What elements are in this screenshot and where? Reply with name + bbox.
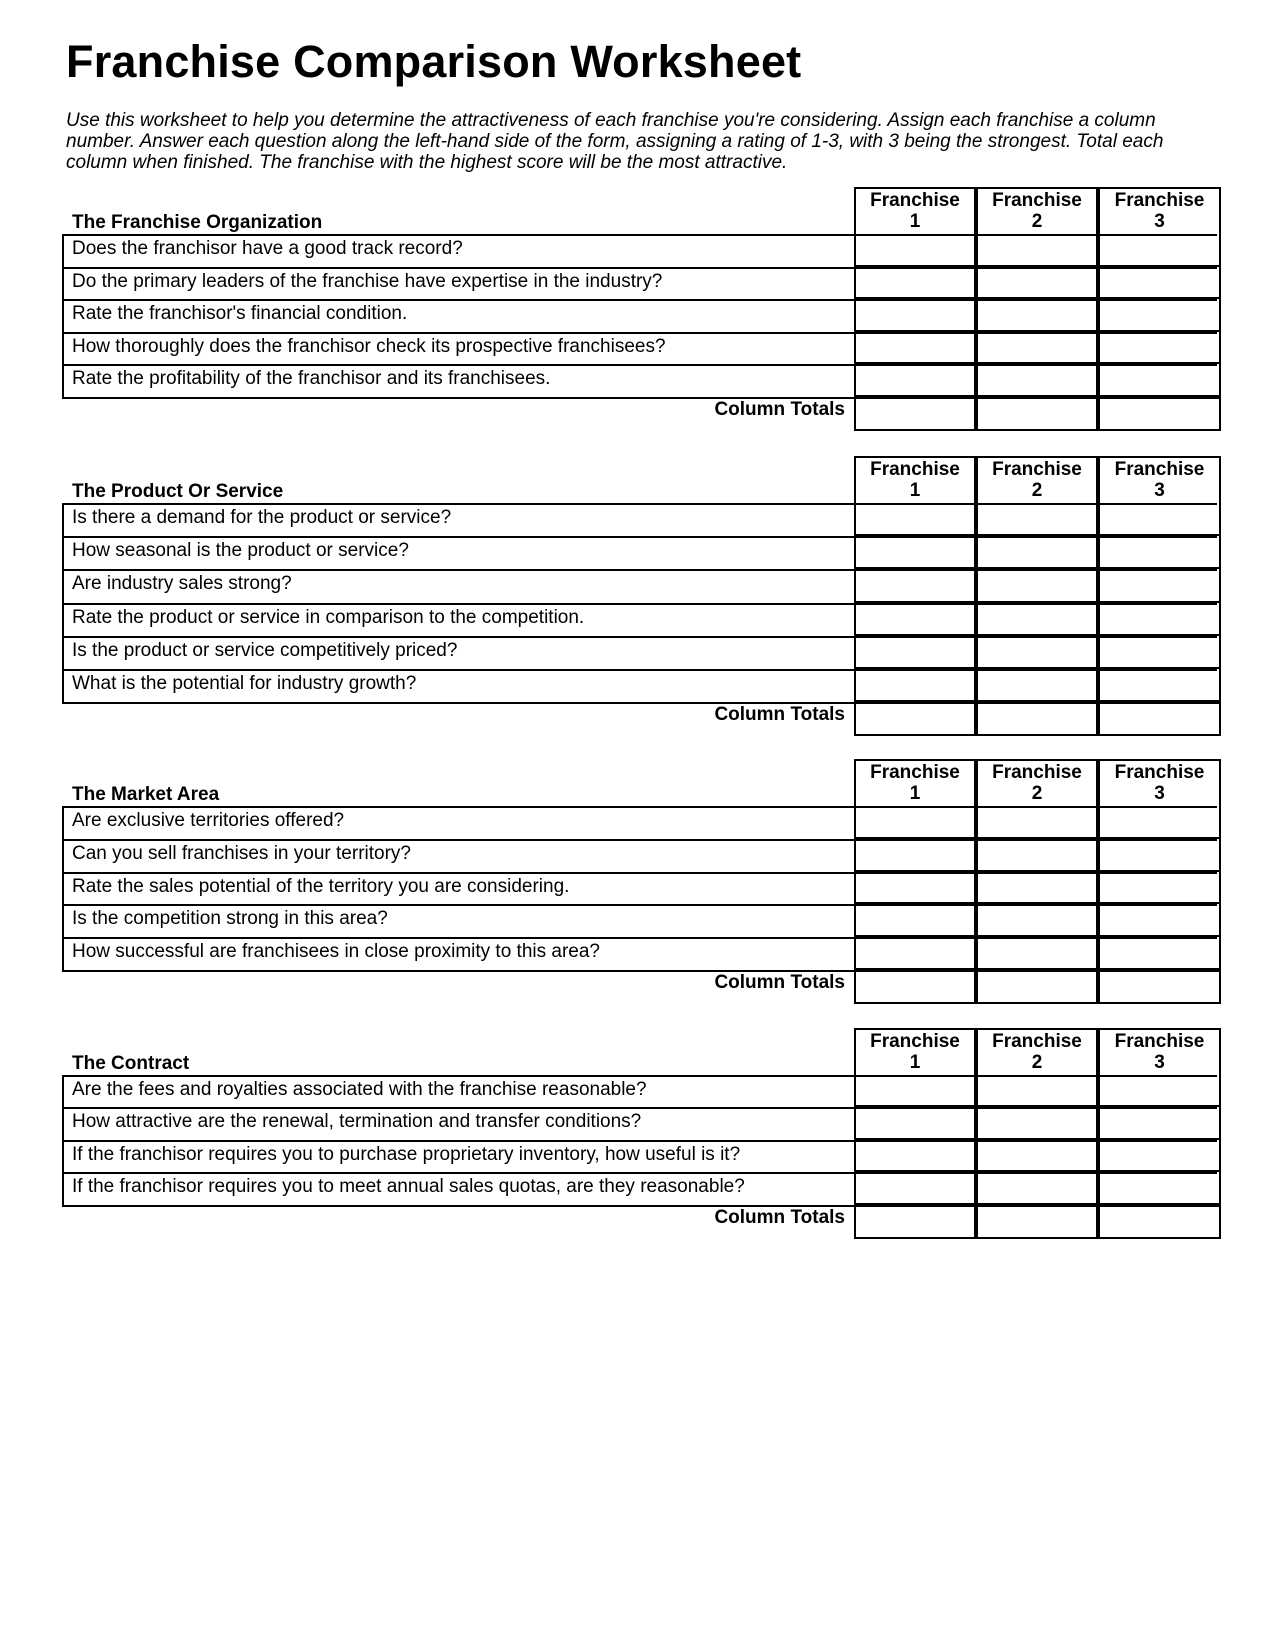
section-header-row <box>62 456 1217 503</box>
rating-cell[interactable] <box>854 1107 976 1139</box>
rating-cell[interactable] <box>1098 1172 1221 1204</box>
rating-cell[interactable] <box>854 569 976 602</box>
column-header-label: Franchise <box>870 1031 960 1052</box>
row-left-border <box>62 638 64 671</box>
column-header-number: 1 <box>909 783 921 804</box>
question-row <box>62 906 1217 939</box>
column-header-number: 2 <box>1031 211 1043 232</box>
question-rows <box>62 1075 1217 1207</box>
question-text: Does the franchisor have a good track record? <box>72 238 463 259</box>
column-totals-row <box>62 1207 1217 1239</box>
question-row <box>62 1109 1217 1141</box>
question-text: Rate the franchisor's financial condition. <box>72 303 408 325</box>
franchise-column-header <box>1098 456 1221 503</box>
question-text: How attractive are the renewal, termination and transfer conditions? <box>72 1111 642 1133</box>
franchise-column-header <box>854 1028 976 1075</box>
column-header-label: Franchise <box>870 762 960 783</box>
rating-cell[interactable] <box>1098 536 1221 569</box>
question-text: How successful are franchisees in close proximity to this area? <box>72 941 601 963</box>
question-text: How thoroughly does the franchisor check its prospective franchisees? <box>72 335 666 357</box>
rating-cell[interactable] <box>854 669 976 702</box>
question-row <box>62 605 1217 638</box>
rating-cell[interactable] <box>976 234 1098 267</box>
row-left-border <box>62 1142 64 1174</box>
rating-cell[interactable] <box>1098 806 1221 839</box>
section-header-row <box>62 1028 1217 1075</box>
question-text: Is there a demand for the product or service? <box>72 507 452 528</box>
question-row <box>62 505 1217 538</box>
total-cell[interactable] <box>854 970 976 1004</box>
question-text: Are the fees and royalties associated with the franchise reasonable? <box>72 1079 647 1100</box>
rating-cell[interactable] <box>854 503 976 536</box>
rating-cell[interactable] <box>1098 299 1221 332</box>
total-cell[interactable] <box>1098 702 1221 736</box>
rating-cell[interactable] <box>976 904 1098 937</box>
column-totals-row <box>62 399 1217 431</box>
question-row <box>62 301 1217 334</box>
rating-cell[interactable] <box>976 569 1098 602</box>
total-cell[interactable] <box>976 397 1098 431</box>
rating-cell[interactable] <box>976 636 1098 669</box>
rating-cell[interactable] <box>854 332 976 365</box>
franchise-column-header <box>1098 187 1221 234</box>
franchise-column-header <box>1098 759 1221 806</box>
rating-cell[interactable] <box>1098 1140 1221 1172</box>
row-left-border <box>62 334 64 367</box>
row-left-border <box>62 301 64 334</box>
rating-cell[interactable] <box>854 267 976 300</box>
column-header-number: 3 <box>1154 211 1165 232</box>
question-text: How seasonal is the product or service? <box>72 540 409 562</box>
total-cell[interactable] <box>854 1205 976 1239</box>
row-left-border <box>62 366 64 399</box>
question-rows <box>62 503 1217 704</box>
total-cell[interactable] <box>976 702 1098 736</box>
rating-cell[interactable] <box>854 937 976 970</box>
question-row <box>62 808 1217 841</box>
column-totals-row <box>62 972 1217 1004</box>
question-row <box>62 538 1217 571</box>
worksheet-section <box>62 456 1217 736</box>
total-cell[interactable] <box>854 397 976 431</box>
column-header-number: 3 <box>1154 480 1165 501</box>
rating-cell[interactable] <box>976 364 1098 397</box>
rating-cell[interactable] <box>854 299 976 332</box>
column-totals-label: Column Totals <box>714 971 845 993</box>
section-title: The Market Area <box>72 784 220 805</box>
row-left-border <box>62 1174 64 1206</box>
column-header-label: Franchise <box>992 459 1082 480</box>
question-text: Rate the product or service in comparison to the competition. <box>72 606 585 628</box>
rating-cell[interactable] <box>976 332 1098 365</box>
total-cell[interactable] <box>1098 1205 1221 1239</box>
rating-cell[interactable] <box>976 1075 1098 1107</box>
column-totals-label: Column Totals <box>714 1206 845 1228</box>
rating-cell[interactable] <box>854 872 976 905</box>
row-left-border <box>62 236 64 269</box>
column-header-number: 1 <box>909 480 921 501</box>
question-row <box>62 874 1217 907</box>
rating-cell[interactable] <box>976 299 1098 332</box>
column-totals-label: Column Totals <box>714 704 845 726</box>
total-cell[interactable] <box>976 970 1098 1004</box>
rating-cell[interactable] <box>976 669 1098 702</box>
question-text: If the franchisor requires you to meet annual sales quotas, are they reasonable? <box>72 1176 745 1198</box>
column-header-number: 3 <box>1154 783 1165 804</box>
question-rows <box>62 806 1217 972</box>
rating-cell[interactable] <box>1098 234 1221 267</box>
page-title: Franchise Comparison Worksheet <box>66 36 802 87</box>
question-text: Are industry sales strong? <box>72 573 292 595</box>
rating-cell[interactable] <box>854 806 976 839</box>
rating-cell[interactable] <box>854 364 976 397</box>
row-left-border <box>62 808 64 841</box>
rating-cell[interactable] <box>1098 332 1221 365</box>
question-text: If the franchisor requires you to purchase proprietary inventory, how useful is it? <box>72 1143 741 1165</box>
worksheet-section <box>62 759 1217 1004</box>
rating-cell[interactable] <box>854 636 976 669</box>
rating-cell[interactable] <box>1098 636 1221 669</box>
row-left-border <box>62 571 64 604</box>
row-left-border <box>62 874 64 907</box>
column-header-label: Franchise <box>1114 190 1205 211</box>
row-left-border <box>62 671 64 704</box>
question-row <box>62 334 1217 367</box>
question-text: Rate the sales potential of the territory you are considering. <box>72 875 570 897</box>
rating-cell[interactable] <box>1098 364 1221 397</box>
franchise-column-header <box>1098 1028 1221 1075</box>
rating-cell[interactable] <box>1098 937 1221 970</box>
row-left-border <box>62 1109 64 1141</box>
intro-paragraph: Use this worksheet to help you determine the attractiveness of each franchise you're considering. Assign each franchise a column number. Answer each question along the left-hand side of the form, assigning a rating of 1-3, with 3 being the strongest. Total each column when finished. The franchise with the highest score will be the most attractive. <box>66 110 1164 173</box>
rating-cell[interactable] <box>854 1075 976 1107</box>
rating-cell[interactable] <box>854 536 976 569</box>
question-row <box>62 269 1217 302</box>
rating-cell[interactable] <box>1098 1075 1221 1107</box>
question-row <box>62 939 1217 972</box>
column-header-label: Franchise <box>1114 1031 1205 1052</box>
franchise-column-header <box>976 759 1098 806</box>
rating-cell[interactable] <box>976 1140 1098 1172</box>
column-header-number: 3 <box>1154 1052 1165 1073</box>
column-header-number: 2 <box>1031 1052 1043 1073</box>
question-rows <box>62 234 1217 399</box>
rating-cell[interactable] <box>976 1172 1098 1204</box>
rating-cell[interactable] <box>854 234 976 267</box>
rating-cell[interactable] <box>854 1172 976 1204</box>
rating-cell[interactable] <box>854 904 976 937</box>
question-text: Rate the profitability of the franchisor and its franchisees. <box>72 368 551 390</box>
column-header-number: 2 <box>1031 783 1043 804</box>
rating-cell[interactable] <box>1098 839 1221 872</box>
question-row <box>62 1142 1217 1174</box>
question-text: What is the potential for industry growth? <box>72 672 417 694</box>
rating-cell[interactable] <box>854 603 976 636</box>
column-header-label: Franchise <box>870 459 960 480</box>
question-row <box>62 638 1217 671</box>
question-row <box>62 571 1217 604</box>
section-title: The Franchise Organization <box>72 212 323 233</box>
rating-cell[interactable] <box>1098 603 1221 636</box>
question-text: Are exclusive territories offered? <box>72 810 345 831</box>
total-cell[interactable] <box>1098 970 1221 1004</box>
rating-cell[interactable] <box>1098 904 1221 937</box>
column-header-label: Franchise <box>1114 459 1205 480</box>
column-header-label: Franchise <box>992 762 1082 783</box>
rating-cell[interactable] <box>854 1140 976 1172</box>
row-left-border <box>62 269 64 302</box>
row-left-border <box>62 505 64 538</box>
column-header-label: Franchise <box>992 1031 1082 1052</box>
column-header-number: 1 <box>909 211 921 232</box>
rating-cell[interactable] <box>976 1107 1098 1139</box>
franchise-column-header <box>854 187 976 234</box>
franchise-column-header <box>976 1028 1098 1075</box>
rating-cell[interactable] <box>1098 503 1221 536</box>
rating-cell[interactable] <box>976 806 1098 839</box>
rating-cell[interactable] <box>1098 669 1221 702</box>
question-row <box>62 366 1217 399</box>
question-text: Do the primary leaders of the franchise have expertise in the industry? <box>72 270 663 292</box>
question-text: Is the competition strong in this area? <box>72 908 388 930</box>
rating-cell[interactable] <box>854 839 976 872</box>
section-title: The Product Or Service <box>72 481 284 502</box>
column-header-label: Franchise <box>1114 762 1205 783</box>
total-cell[interactable] <box>1098 397 1221 431</box>
rating-cell[interactable] <box>976 536 1098 569</box>
rating-cell[interactable] <box>1098 872 1221 905</box>
row-left-border <box>62 841 64 874</box>
column-header-number: 2 <box>1031 480 1043 501</box>
row-left-border <box>62 605 64 638</box>
rating-cell[interactable] <box>976 872 1098 905</box>
total-cell[interactable] <box>976 1205 1098 1239</box>
rating-cell[interactable] <box>976 839 1098 872</box>
franchise-column-header <box>854 456 976 503</box>
row-left-border <box>62 1077 64 1109</box>
question-row <box>62 671 1217 704</box>
franchise-column-header <box>976 187 1098 234</box>
question-row <box>62 236 1217 269</box>
section-header-row <box>62 759 1217 806</box>
rating-cell[interactable] <box>1098 267 1221 300</box>
section-title: The Contract <box>72 1053 190 1074</box>
rating-cell[interactable] <box>1098 569 1221 602</box>
rating-cell[interactable] <box>976 503 1098 536</box>
column-totals-label: Column Totals <box>714 398 845 420</box>
column-header-label: Franchise <box>992 190 1082 211</box>
question-text: Is the product or service competitively priced? <box>72 639 458 661</box>
rating-cell[interactable] <box>976 937 1098 970</box>
rating-cell[interactable] <box>976 603 1098 636</box>
rating-cell[interactable] <box>1098 1107 1221 1139</box>
worksheet-section <box>62 1028 1217 1239</box>
row-left-border <box>62 538 64 571</box>
total-cell[interactable] <box>854 702 976 736</box>
rating-cell[interactable] <box>976 267 1098 300</box>
worksheet-section <box>62 187 1217 431</box>
question-row <box>62 841 1217 874</box>
franchise-column-header <box>976 456 1098 503</box>
column-header-number: 1 <box>909 1052 921 1073</box>
row-left-border <box>62 906 64 939</box>
franchise-column-header <box>854 759 976 806</box>
question-row <box>62 1174 1217 1206</box>
column-totals-row <box>62 704 1217 736</box>
section-header-row <box>62 187 1217 234</box>
question-row <box>62 1077 1217 1109</box>
question-text: Can you sell franchises in your territory? <box>72 842 411 864</box>
column-header-label: Franchise <box>870 190 960 211</box>
row-left-border <box>62 939 64 972</box>
